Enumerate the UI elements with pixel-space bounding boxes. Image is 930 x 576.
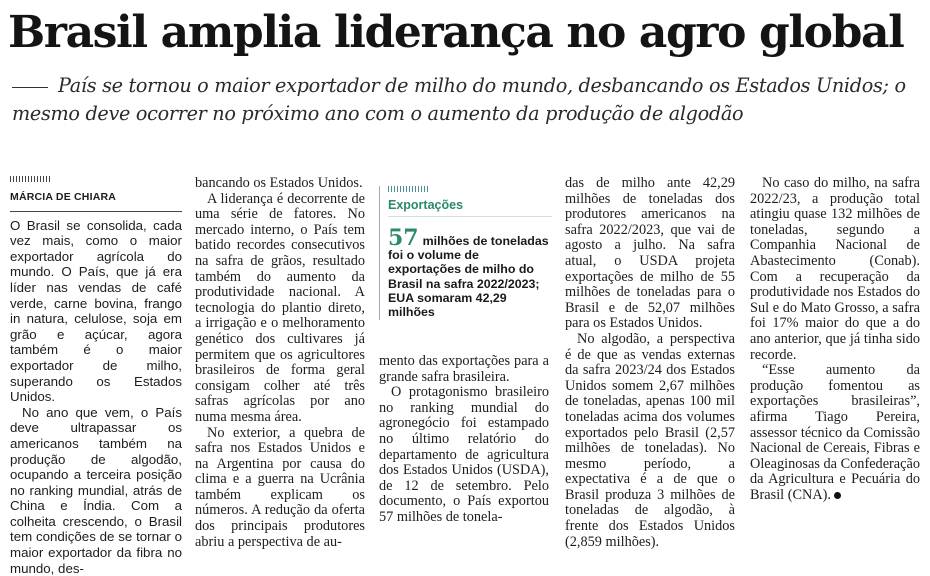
paragraph: A liderança é decorrente de uma série de fatores. No mercado interno, o País tem batido recordes consecutivos na safra de grãos, resultado também do aumento da produtividade nacional. A tecnologia do plantio direto, a irrigação e o melhoramento genético dos cultivares já permitem que os agricultores brasileiros de forma geral consigam colher até três safras agrícolas por ano numa mesma área. xyxy=(195,190,365,425)
box-label: Exportações xyxy=(388,198,552,217)
box-number: 57 xyxy=(388,225,419,251)
box-rule xyxy=(388,186,428,192)
byline-rule xyxy=(10,176,50,182)
column-3 xyxy=(379,354,549,526)
paragraph: No ano que vem, o País deve ultrapassar os americanos também na produção de algodão, ocupando a terceira posição no ranking mundial, atrás de China e Índia. Com a colheita crescendo, o Brasil tem condições de se tornar o maior exportador da fibra no mundo, des- xyxy=(10,404,182,576)
column-2 xyxy=(195,176,365,550)
paragraph: bancando os Estados Unidos. xyxy=(195,175,363,191)
box-caption: milhões de toneladas foi o volume de exportações de milho do Brasil na safra 2022/2023; EUA somaram 42,29 milhões xyxy=(388,234,549,320)
column-5 xyxy=(750,176,920,503)
subhead-text: País se tornou o maior exportador de milho do mundo, desbancando os Estados Unidos; o mesmo deve ocorrer no próximo ano com o aumento da produção de algodão xyxy=(12,74,906,125)
subhead xyxy=(12,72,922,128)
paragraph: No exterior, a quebra de safra nos Estados Unidos e na Argentina por causa do clima e a guerra na Ucrânia também explicam os números. A redução da oferta dos principais produtores abriu a perspectiva de au- xyxy=(195,424,365,550)
paragraph: No caso do milho, na safra 2022/23, a produção total atingiu quase 132 milhões de toneladas, segundo a Companhia Nacional de Abastecimento (Conab). Com a recuperação da produtividade nos Estados do Sul e do Mato Grosso, a safra foi 17% maior do que a do ano anterior, que já tinha sido recorde. xyxy=(750,175,920,363)
paragraph xyxy=(750,363,920,503)
paragraph: das de milho ante 42,29 milhões de toneladas dos produtores americanos na safra 2022/2023, que vai de agosto a julho. Na safra atual, o USDA projeta exportações de milho de 55 milhões de toneladas para o Brasil e de 52,07 milhões para os Estados Unidos. xyxy=(565,175,735,332)
headline: Brasil amplia liderança no agro global xyxy=(8,7,904,58)
column-1 xyxy=(10,176,182,576)
byline: MÁRCIA DE CHIARA xyxy=(10,190,182,212)
paragraph: O protagonismo brasileiro no ranking mundial do agronegócio foi estampado no último relatório do departamento de agricultura dos Estados Unidos (USDA), de 12 de setembro. Pelo documento, o País exportou 57 milhões de tonela- xyxy=(379,384,549,525)
column-4 xyxy=(565,176,735,550)
paragraph: O Brasil se consolida, cada vez mais, como o maior exportador agrícola do mundo. O País, que já era líder nas vendas de café verde, carne bovina, frango in natura, celulose, soja em grão e açúcar, agora também é o maior exportador de milho, superando os Estados Unidos. xyxy=(10,217,182,405)
paragraph: No algodão, a perspectiva é de que as vendas externas da safra 2023/24 dos Estados Unidos somem 2,67 milhões de toneladas, apenas 100 mil toneladas acima dos volumes exportados pelo Brasil (2,57 milhões de toneladas). No mesmo período, a expectativa é a de que o Brasil produza 3 milhões de toneladas de algodão, à frente dos Estados Unidos (2,859 milhões). xyxy=(565,330,735,550)
paragraph-text: “Esse aumento da produção fomentou as exportações brasileiras”, afirma Tiago Pereira, assessor técnico da Comissão Nacional de Cereais, Fibras e Oleaginosas da Confederação da Agricultura e Pecuária do Brasil (CNA). xyxy=(750,362,920,503)
box-text xyxy=(388,225,552,320)
highlight-box xyxy=(379,186,552,320)
end-mark-icon xyxy=(834,492,841,499)
subhead-rule xyxy=(12,87,48,88)
paragraph: mento das exportações para a grande safra brasileira. xyxy=(379,353,549,385)
